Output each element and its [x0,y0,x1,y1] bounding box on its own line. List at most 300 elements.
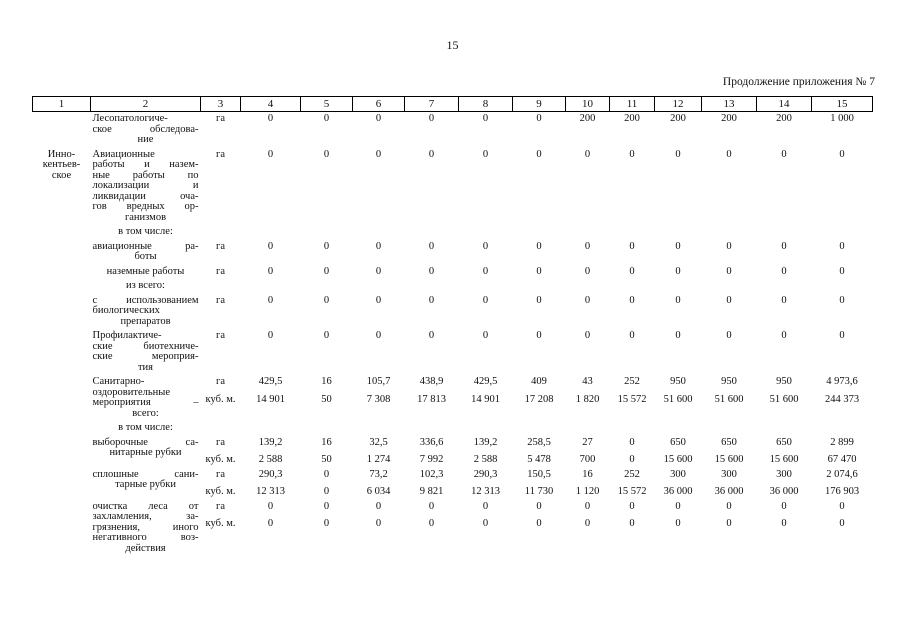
cell-value: 244 373 [824,393,860,405]
activity-name-line: боты [134,251,157,262]
cell-value: 0 [482,148,489,160]
cell-value: 200 [670,113,686,124]
value-cell-col-15 [812,436,873,468]
cell-value: 0 [267,518,274,529]
value-cell-col-14 [757,421,812,436]
cell-value: 0 [839,518,845,529]
cell-value: 0 [675,518,681,529]
table-row [33,279,873,294]
value-cell-col-12 [655,294,702,330]
column-header-1: 1 [33,97,91,112]
cell-value: 0 [675,265,681,277]
value-cell-col-9 [513,421,566,436]
cell-value: 0 [726,500,732,512]
region-cell [33,294,91,330]
activity-name-line: Профилактиче- [92,330,162,341]
cell-value: 0 [428,240,435,252]
value-cell-col-9 [513,375,566,421]
cell-value: 290,3 [473,468,498,480]
table-row [33,265,873,280]
cell-value: 0 [267,330,274,341]
value-cell-col-4 [241,436,301,468]
cell-value: 0 [428,518,435,529]
cell-value: 0 [323,148,330,160]
cell-value: 0 [584,240,591,252]
cell-value: 5 478 [527,454,551,465]
value-cell-col-6 [353,436,405,468]
cell-value: 0 [375,500,382,512]
cell-value: 200 [624,113,640,124]
cell-value: 0 [629,265,635,277]
region-cell [33,468,91,500]
unit-label: га [216,330,225,341]
table-row [33,112,873,148]
table-row [33,500,873,557]
activity-name-line: с использованием [92,294,199,306]
column-header-3: 3 [201,97,241,112]
activity-name-line: в том числе: [118,422,173,433]
table-row [33,468,873,500]
value-cell-col-15 [812,421,873,436]
value-cell-col-5 [301,329,353,375]
value-cell-col-5 [301,112,353,148]
region-cell [33,375,91,421]
activity-name-line: ние [137,134,154,145]
value-cell-col-8 [459,240,513,265]
value-cell-col-14 [757,500,812,557]
cell-value: 16 [321,376,332,387]
value-cell-col-6 [353,500,405,557]
activity-name-cell [91,329,201,375]
cell-value: 102,3 [419,468,444,480]
cell-value: 12 313 [471,486,500,497]
value-cell-col-8 [459,294,513,330]
activity-name-line: выборочные са- [92,436,199,448]
unit-cell [201,240,241,265]
cell-value: 0 [726,518,732,529]
cell-value: 0 [323,240,330,252]
region-cell [33,329,91,375]
value-cell-col-4 [241,240,301,265]
value-cell-col-8 [459,468,513,500]
cell-value: 0 [428,294,435,306]
cell-value: 15 600 [769,454,799,465]
cell-value: 200 [579,113,596,124]
value-cell-col-4 [241,329,301,375]
cell-value: 36 000 [714,486,744,497]
cell-value: 16 [582,468,593,480]
cell-value: 0 [536,148,542,160]
cell-value: 150,5 [527,468,551,480]
cell-value: 0 [482,240,489,252]
cell-value: 50 [321,393,332,405]
value-cell-col-10 [566,265,610,280]
column-header-10: 10 [566,97,610,112]
cell-value: 0 [428,265,435,277]
value-cell-col-4 [241,375,301,421]
unit-cell [201,294,241,330]
value-cell-col-12 [655,225,702,240]
cell-value: 0 [781,518,787,529]
value-cell-col-10 [566,294,610,330]
cell-value: 0 [323,330,330,341]
cell-value: 0 [428,148,435,160]
cell-value: 0 [629,500,635,512]
cell-value: 0 [323,518,330,529]
value-cell-col-15 [812,265,873,280]
cell-value: 0 [726,265,732,277]
cell-value: 0 [375,113,382,124]
cell-value: 0 [839,148,845,160]
value-cell-col-11 [610,375,655,421]
activity-name-cell [91,294,201,330]
value-cell-col-12 [655,329,702,375]
cell-value: 0 [482,330,489,341]
cell-value: 50 [321,454,332,465]
column-header-11: 11 [610,97,655,112]
value-cell-col-9 [513,148,566,226]
value-cell-col-15 [812,468,873,500]
activity-name-line: гов вредных ор- [92,201,199,212]
value-cell-col-15 [812,375,873,421]
cell-value: 0 [839,500,845,512]
activity-name-line: действия [125,542,166,554]
activity-name-line: работы и назем- [92,159,199,170]
value-cell-col-14 [757,468,812,500]
unit-label: га [216,240,225,252]
value-cell-col-11 [610,500,655,557]
activity-name-line: биологических [92,305,160,316]
value-cell-col-15 [812,225,873,240]
value-cell-col-8 [459,329,513,375]
activity-name-cell [91,375,201,421]
cell-value: 15 572 [617,393,647,405]
value-cell-col-8 [459,225,513,240]
cell-value: 0 [375,148,382,160]
cell-value: 105,7 [366,376,391,387]
column-header-7: 7 [405,97,459,112]
value-cell-col-8 [459,148,513,226]
activity-name-line: из всего: [126,280,165,291]
cell-value: 27 [582,436,593,448]
value-cell-col-10 [566,112,610,148]
cell-value: 15 600 [714,454,744,465]
column-header-4: 4 [241,97,301,112]
cell-value: 0 [726,294,732,306]
cell-value: 0 [839,294,845,306]
cell-value: 0 [536,518,542,529]
cell-value: 950 [721,376,737,387]
value-cell-col-9 [513,294,566,330]
cell-value: 0 [536,240,542,252]
column-header-6: 6 [353,97,405,112]
value-cell-col-6 [353,265,405,280]
unit-label: га [216,294,225,306]
unit-cell [201,225,241,240]
cell-value: 0 [629,518,635,529]
region-cell [33,436,91,468]
activity-name-line: препаратов [120,315,171,327]
cell-value: 0 [726,330,732,341]
cell-value: 429,5 [258,376,283,387]
cell-value: 200 [776,113,792,124]
cell-value: 0 [629,294,635,306]
value-cell-col-8 [459,421,513,436]
value-cell-col-6 [353,279,405,294]
value-cell-col-14 [757,148,812,226]
cell-value: 1 820 [575,393,600,405]
value-cell-col-5 [301,294,353,330]
unit-cell [201,112,241,148]
cell-value: 438,9 [419,376,444,387]
activity-name-line: Авиационные [92,148,155,160]
cell-value: 2 588 [473,454,498,465]
value-cell-col-11 [610,329,655,375]
activity-name-line: в том числе: [118,226,173,237]
unit-label: га [216,148,225,160]
cell-value: 950 [670,376,686,387]
value-cell-col-7 [405,279,459,294]
value-cell-col-4 [241,468,301,500]
value-cell-col-5 [301,500,353,557]
value-cell-col-4 [241,148,301,226]
value-cell-col-13 [702,240,757,265]
cell-value: 0 [839,240,845,252]
table-row [33,436,873,468]
value-cell-col-7 [405,375,459,421]
value-cell-col-5 [301,436,353,468]
cell-value: 0 [781,294,787,306]
column-header-5: 5 [301,97,353,112]
cell-value: 0 [629,454,635,465]
value-cell-col-6 [353,240,405,265]
cell-value: 650 [670,436,686,448]
activity-name-line: оздоровительные [92,386,170,398]
cell-value: 15 572 [617,486,647,497]
value-cell-col-7 [405,112,459,148]
value-cell-col-10 [566,148,610,226]
value-cell-col-6 [353,421,405,436]
value-cell-col-7 [405,436,459,468]
value-cell-col-15 [812,329,873,375]
value-cell-col-13 [702,468,757,500]
value-cell-col-9 [513,265,566,280]
cell-value: 36 000 [663,486,693,497]
cell-value: 0 [839,265,845,277]
cell-value: 0 [482,113,489,124]
value-cell-col-5 [301,225,353,240]
value-cell-col-11 [610,148,655,226]
table-row [33,148,873,226]
value-cell-col-15 [812,294,873,330]
value-cell-col-6 [353,294,405,330]
activity-name-line: негативного воз- [92,532,199,543]
value-cell-col-9 [513,329,566,375]
value-cell-col-11 [610,225,655,240]
value-cell-col-10 [566,500,610,557]
region-cell [33,112,91,148]
cell-value: 0 [781,500,787,512]
forest-protection-table [32,96,873,556]
value-cell-col-13 [702,329,757,375]
activity-name-line: авиационные ра- [92,240,199,252]
value-cell-col-8 [459,500,513,557]
activity-name-line: локализации и [92,180,199,191]
cell-value: 0 [584,148,591,160]
cell-value: 0 [482,518,489,529]
table-row [33,329,873,375]
unit-cell [201,500,241,557]
activity-name-line: сплошные сани- [92,468,199,480]
value-cell-col-7 [405,148,459,226]
activity-name-cell [91,500,201,557]
unit-label: га [216,500,225,512]
value-cell-col-5 [301,375,353,421]
column-header-2: 2 [91,97,201,112]
cell-value: 14 901 [256,393,285,405]
cell-value: 700 [579,454,596,465]
value-cell-col-8 [459,112,513,148]
cell-value: 0 [482,294,489,306]
cell-value: 2 588 [258,454,283,465]
activity-name-line: всего: [132,407,159,419]
value-cell-col-4 [241,112,301,148]
value-cell-col-11 [610,265,655,280]
value-cell-col-11 [610,421,655,436]
cell-value: 73,2 [369,468,388,480]
value-cell-col-8 [459,375,513,421]
cell-value: 2 074,6 [826,468,858,480]
activity-name-cell [91,148,201,226]
cell-value: 0 [267,500,274,512]
activity-name-cell [91,265,201,280]
cell-value: 0 [781,148,787,160]
cell-value: 32,5 [369,436,388,448]
value-cell-col-7 [405,240,459,265]
cell-value: 139,2 [258,436,283,448]
activity-name-line: очистка леса от [92,500,199,512]
value-cell-col-14 [757,279,812,294]
region-cell [33,500,91,557]
cell-value: 0 [267,240,274,252]
unit-label: га [216,436,225,448]
cell-value: 0 [536,113,542,124]
value-cell-col-7 [405,500,459,557]
value-cell-col-6 [353,468,405,500]
value-cell-col-12 [655,375,702,421]
cell-value: 17 208 [524,393,554,405]
value-cell-col-12 [655,436,702,468]
value-cell-col-13 [702,225,757,240]
region-cell: Инно- кентьев- ское [42,148,81,181]
value-cell-col-15 [812,240,873,265]
cell-value: 0 [584,294,591,306]
activity-name-line: мероприятия – [92,397,199,408]
cell-value: 0 [323,113,330,124]
cell-value: 0 [375,240,382,252]
activity-name-line: тия [137,361,154,373]
value-cell-col-8 [459,279,513,294]
cell-value: 0 [536,265,542,277]
value-cell-col-14 [757,112,812,148]
unit-label: га [216,113,225,124]
activity-name-cell [91,225,201,240]
cell-value: 0 [675,240,681,252]
cell-value: 0 [323,265,330,277]
value-cell-col-7 [405,421,459,436]
value-cell-col-6 [353,375,405,421]
unit-label: куб. м. [205,486,236,497]
cell-value: 17 813 [417,393,446,405]
value-cell-col-11 [610,279,655,294]
cell-value: 0 [781,240,787,252]
unit-cell [201,279,241,294]
value-cell-col-12 [655,265,702,280]
cell-value: 0 [323,468,330,480]
activity-name-line: Санитарно- [92,376,145,387]
cell-value: 15 600 [663,454,693,465]
cell-value: 258,5 [527,436,551,448]
value-cell-col-11 [610,468,655,500]
cell-value: 0 [267,294,274,306]
value-cell-col-7 [405,225,459,240]
cell-value: 0 [726,240,732,252]
value-cell-col-14 [757,240,812,265]
cell-value: 650 [776,436,792,448]
value-cell-col-7 [405,468,459,500]
cell-value: 0 [323,500,330,512]
value-cell-col-4 [241,294,301,330]
unit-cell [201,468,241,500]
cell-value: 0 [584,330,591,341]
value-cell-col-11 [610,240,655,265]
column-header-14: 14 [757,97,812,112]
value-cell-col-14 [757,225,812,240]
cell-value: 6 034 [366,486,391,497]
cell-value: 0 [375,294,382,306]
value-cell-col-6 [353,148,405,226]
value-cell-col-14 [757,265,812,280]
cell-value: 51 600 [714,393,744,405]
cell-value: 12 313 [256,486,285,497]
column-header-15: 15 [812,97,873,112]
value-cell-col-12 [655,500,702,557]
unit-cell [201,329,241,375]
value-cell-col-12 [655,112,702,148]
activity-name-line: ские мероприя- [92,351,199,362]
value-cell-col-4 [241,265,301,280]
activity-name-cell [91,112,201,148]
column-header-12: 12 [655,97,702,112]
appendix-continuation-label: Продолжение приложения № 7 [722,76,875,88]
cell-value: 0 [482,265,489,277]
activity-name-line: ское обследова- [92,123,199,135]
value-cell-col-8 [459,265,513,280]
cell-value: 0 [323,294,330,306]
table-row [33,375,873,421]
cell-value: 9 821 [419,486,444,497]
cell-value: 0 [629,330,635,341]
table-row [33,225,873,240]
activity-name-line: Лесопатологиче- [92,113,168,124]
value-cell-col-12 [655,279,702,294]
value-cell-col-9 [513,112,566,148]
cell-value: 0 [584,500,591,512]
cell-value: 51 600 [663,393,693,405]
value-cell-col-15 [812,500,873,557]
cell-value: 429,5 [473,376,498,387]
activity-name-line: тарные рубки [115,479,176,490]
